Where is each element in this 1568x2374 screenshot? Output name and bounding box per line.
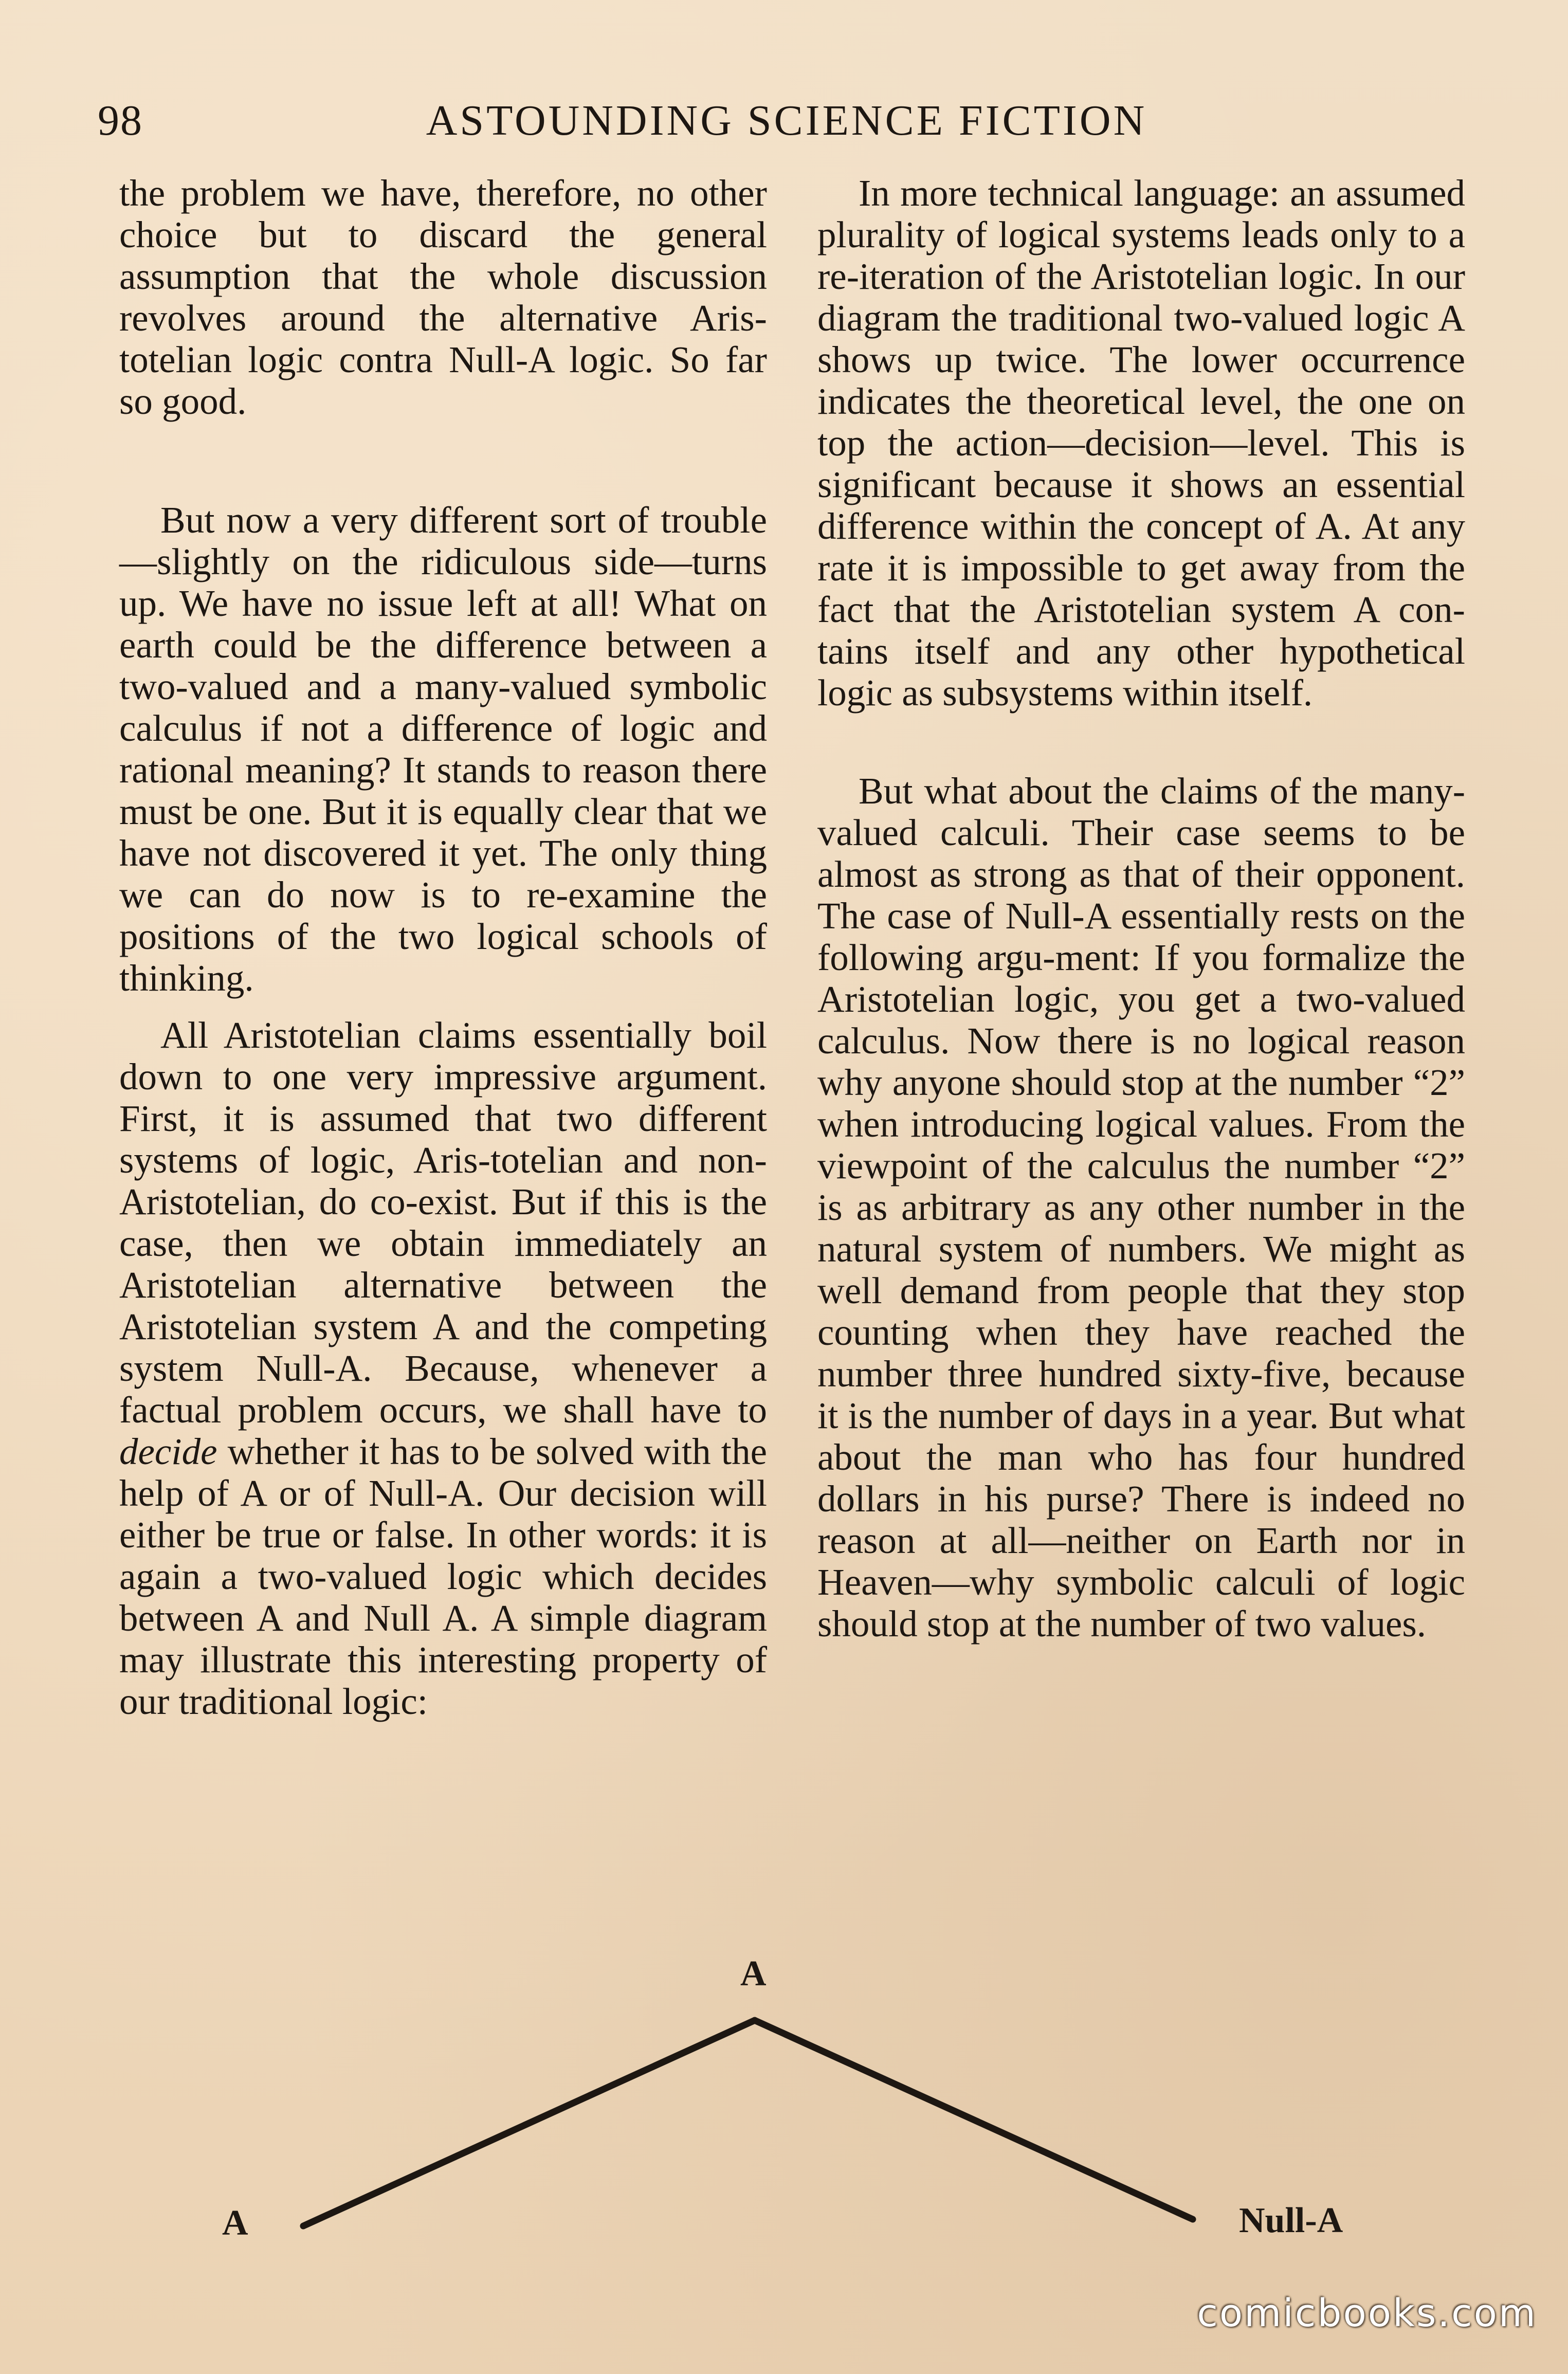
left-paragraph-1: the problem we have, therefore, no other choice but to discard the general assumption that the whole discussion revolves around the alternative Aris-totelian logic contra Null-A logic. So far so good. xyxy=(119,172,767,422)
left-paragraph-3-end: whether it has to be solved with the help of A or of Null-A. Our decision will either be true or false. In other words: it is again a two-valued logic which decides between A and Null A. A simple diagram may illustrate this interesting property of our traditional logic: xyxy=(119,1431,767,1722)
left-paragraph-3 xyxy=(119,1014,767,1722)
logic-diagram xyxy=(0,1933,1568,2267)
right-paragraph-2: But what about the claims of the many-valued calculi. Their case seems to be almost as strong as that of their opponent. The case of Null-A essentially rests on the following argu-ment: If you formalize the Aristotelian logic, you get a two-valued calculus. Now there is no logical reason why anyone should stop at the number “2” when introducing logical values. From the viewpoint of the calculus the number “2” is as arbitrary as any other number in the natural system of numbers. We might as well demand from people that they stop counting when they have reached the number three hundred sixty-five, because it is the number of days in a year. But what about the man who has four hundred dollars in his purse? There is indeed no reason at all—neither on Earth nor in Heaven—why symbolic calculi of logic should stop at the number of two values. xyxy=(817,770,1465,1645)
left-paragraph-2: But now a very different sort of trouble—slightly on the ridiculous side—turns up. We have no issue left at all! What on earth could be the difference between a two-valued and a many-valued symbolic calculus if not a difference of logic and rational meaning? It stands to reason there must be one. But it is equally clear that we have not discovered it yet. The only thing we can do now is to re-examine the positions of the two logical schools of thinking. xyxy=(119,499,767,999)
diagram-line-left xyxy=(303,2020,755,2226)
diagram-label-right: Null-A xyxy=(1239,2201,1343,2240)
emphasis-decide: decide xyxy=(119,1431,217,1472)
diagram-label-left: A xyxy=(222,2203,248,2243)
diagram-label-top: A xyxy=(740,1954,767,1994)
page-number: 98 xyxy=(98,97,143,144)
right-paragraph-1: In more technical language: an assumed plurality of logical systems leads only to a re-iteration of the Aristotelian logic. In our diagram the traditional two-valued logic A shows up twice. The lower occurrence indicates the theoretical level, the one on top the action—decision—level. This is significant because it shows an essential difference within the concept of A. At any rate it is impossible to get away from the fact that the Aristotelian system A con-tains itself and any other hypothetical logic as subsystems within itself. xyxy=(817,172,1465,714)
right-column xyxy=(817,172,1465,1645)
running-title: ASTOUNDING SCIENCE FICTION xyxy=(426,97,1147,144)
page-header xyxy=(98,93,1475,149)
watermark: comicbooks.com xyxy=(1197,2291,1537,2335)
left-paragraph-3-start: All Aristotelian claims essentially boil down to one very impressive argument. First, it is assumed that two different systems of logic, Aris-totelian and non-Aristotelian, do co-exist. But if this is the case, then we obtain immediately an Aristotelian alternative between the Aristotelian system A and the competing system Null-A. Because, whenever a factual problem occurs, we shall have to xyxy=(119,1014,767,1431)
diagram-line-right xyxy=(755,2020,1193,2219)
left-column xyxy=(119,172,767,1722)
